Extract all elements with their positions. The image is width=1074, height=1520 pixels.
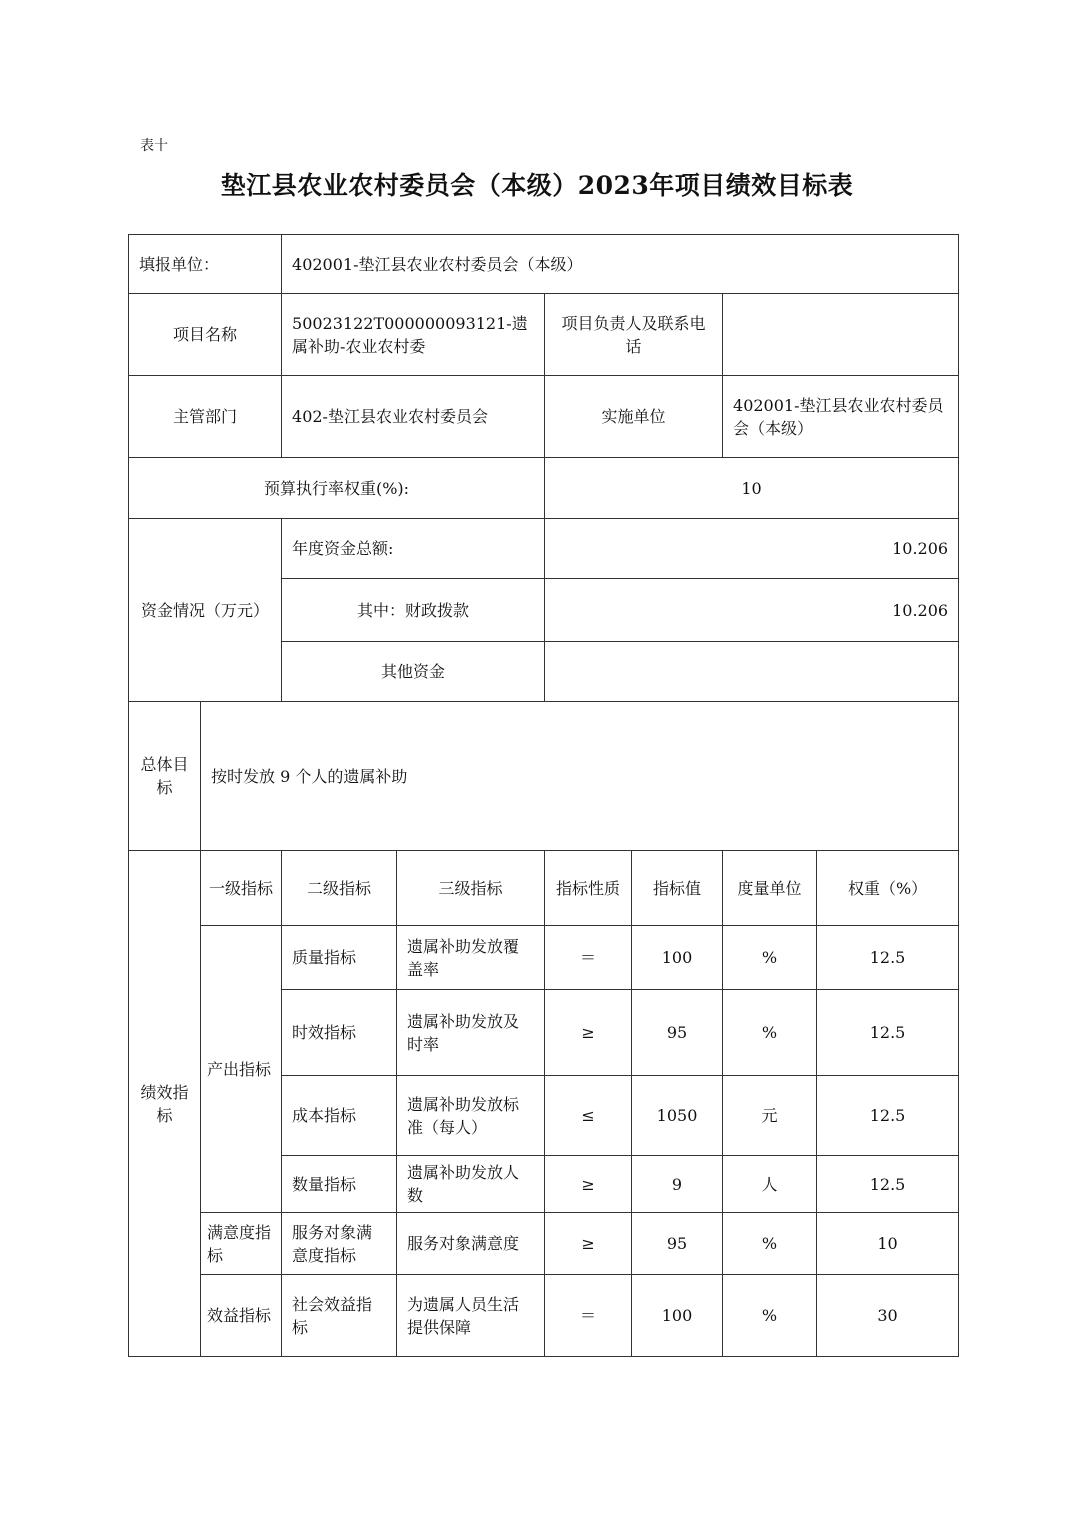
fiscal-allocation-value: 10.206 (545, 579, 959, 642)
value-cell: 100 (632, 1275, 723, 1357)
table-row (129, 376, 959, 458)
value-cell: 95 (632, 1213, 723, 1275)
table-row (129, 519, 959, 579)
unit-cell: 元 (723, 1076, 817, 1156)
level2-cell: 服务对象满意度指标 (282, 1213, 397, 1275)
unit-cell: % (723, 1275, 817, 1357)
output-indicator-label: 产出指标 (201, 926, 282, 1213)
value-cell: 9 (632, 1156, 723, 1213)
header-level3: 三级指标 (397, 851, 545, 926)
fiscal-allocation-label: 其中：财政拨款 (282, 579, 545, 642)
unit-cell: 人 (723, 1156, 817, 1213)
department-value: 402-垫江县农业农村委员会 (282, 376, 545, 458)
indicator-header-row (129, 851, 959, 926)
funds-label: 资金情况（万元） (129, 519, 282, 702)
level2-cell: 社会效益指标 (282, 1275, 397, 1357)
level3-cell: 遗属补助发放人数 (397, 1156, 545, 1213)
value-cell: 100 (632, 926, 723, 990)
nature-cell: ≤ (545, 1076, 632, 1156)
other-funds-value (545, 642, 959, 702)
value-cell: 1050 (632, 1076, 723, 1156)
performance-target-table (128, 234, 959, 1357)
level2-cell: 成本指标 (282, 1076, 397, 1156)
overall-goal-text: 按时发放 9 个人的遗属补助 (201, 702, 959, 851)
header-unit: 度量单位 (723, 851, 817, 926)
level2-cell: 数量指标 (282, 1156, 397, 1213)
table-row (129, 702, 959, 851)
header-level1: 一级指标 (201, 851, 282, 926)
implementing-unit-label: 实施单位 (545, 376, 723, 458)
header-level2: 二级指标 (282, 851, 397, 926)
nature-cell: ＝ (545, 926, 632, 990)
document-title: 垫江县农业农村委员会（本级）2023年项目绩效目标表 (220, 171, 854, 200)
other-funds-label: 其他资金 (282, 642, 545, 702)
nature-cell: ≥ (545, 1156, 632, 1213)
budget-rate-label: 预算执行率权重(%): (129, 458, 545, 519)
level3-cell: 服务对象满意度 (397, 1213, 545, 1275)
level3-cell: 遗属补助发放及时率 (397, 990, 545, 1076)
unit-cell: % (723, 990, 817, 1076)
table-row (129, 294, 959, 376)
project-name-value: 50023122T000000093121-遗属补助-农业农村委 (282, 294, 545, 376)
table-row (129, 458, 959, 519)
department-label: 主管部门 (129, 376, 282, 458)
table-number: 表十 (140, 138, 168, 154)
implementing-unit-value: 402001-垫江县农业农村委员会（本级） (723, 376, 959, 458)
weight-cell: 12.5 (817, 990, 959, 1076)
reporting-unit-value: 402001-垫江县农业农村委员会（本级） (282, 235, 959, 294)
nature-cell: ≥ (545, 1213, 632, 1275)
header-value: 指标值 (632, 851, 723, 926)
overall-goal-label: 总体目标 (129, 702, 201, 851)
project-leader-value (723, 294, 959, 376)
header-weight: 权重（%） (817, 851, 959, 926)
reporting-unit-label: 填报单位： (129, 235, 282, 294)
value-cell: 95 (632, 990, 723, 1076)
weight-cell: 30 (817, 1275, 959, 1357)
indicator-row (129, 1213, 959, 1275)
level2-cell: 时效指标 (282, 990, 397, 1076)
benefit-indicator-label: 效益指标 (201, 1275, 282, 1357)
satisfaction-indicator-label: 满意度指标 (201, 1213, 282, 1275)
level3-cell: 遗属补助发放标准（每人） (397, 1076, 545, 1156)
weight-cell: 12.5 (817, 1156, 959, 1213)
unit-cell: % (723, 926, 817, 990)
weight-cell: 12.5 (817, 926, 959, 990)
budget-rate-value: 10 (545, 458, 959, 519)
nature-cell: ≥ (545, 990, 632, 1076)
table-row (129, 235, 959, 294)
nature-cell: ＝ (545, 1275, 632, 1357)
level3-cell: 为遗属人员生活提供保障 (397, 1275, 545, 1357)
level2-cell: 质量指标 (282, 926, 397, 990)
level3-cell: 遗属补助发放覆盖率 (397, 926, 545, 990)
indicator-row (129, 1275, 959, 1357)
header-nature: 指标性质 (545, 851, 632, 926)
project-name-label: 项目名称 (129, 294, 282, 376)
indicator-row (129, 926, 959, 990)
project-leader-label: 项目负责人及联系电话 (545, 294, 723, 376)
annual-total-label: 年度资金总额: (282, 519, 545, 579)
weight-cell: 12.5 (817, 1076, 959, 1156)
performance-indicators-label: 绩效指标 (129, 851, 201, 1357)
weight-cell: 10 (817, 1213, 959, 1275)
unit-cell: % (723, 1213, 817, 1275)
annual-total-value: 10.206 (545, 519, 959, 579)
